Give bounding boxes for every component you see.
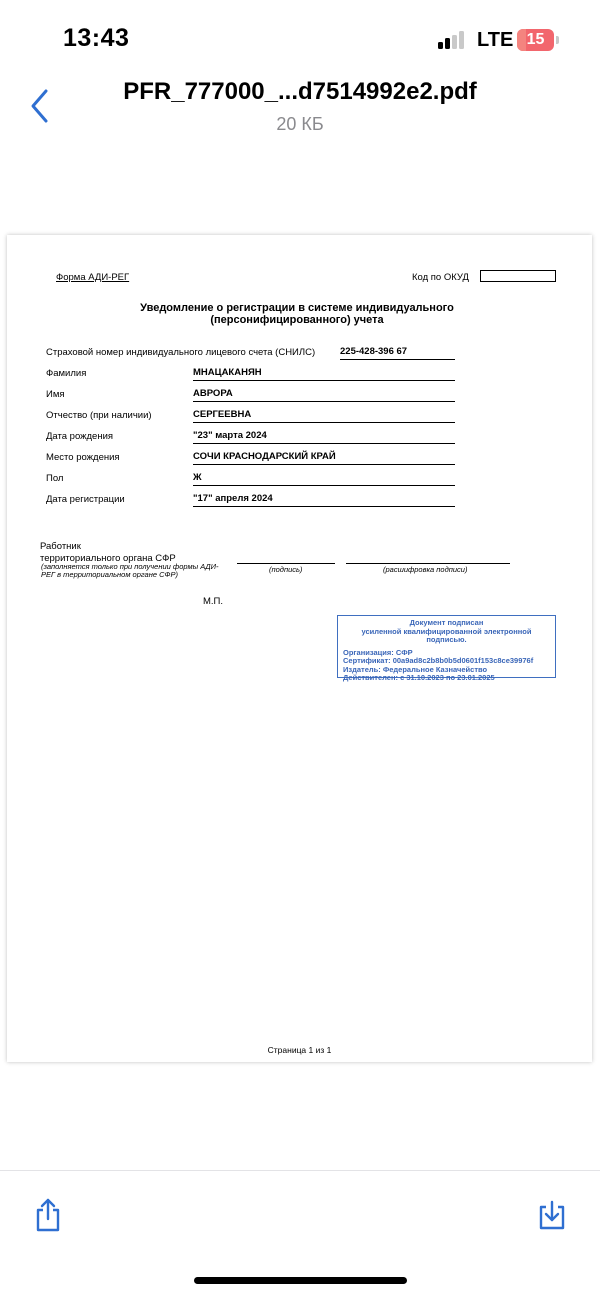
worker-note-line1: (заполняется только при получении формы АДИ- [41,562,219,571]
document-title-line1: Уведомление о регистрации в системе индивидуального [140,302,454,314]
pdf-page[interactable] [7,235,592,1062]
signature-caption: (подпись) [269,565,303,574]
okud-box [480,270,556,282]
okud-label: Код по ОКУД [412,272,469,283]
stamp-valid: Действителен: с 31.10.2023 по 23.01.2025 [343,673,495,682]
signature-decode-line [346,563,510,564]
form-name: Форма АДИ-РЕГ [56,272,130,283]
file-title: PFR_777000_...d7514992e2.pdf [123,78,477,105]
worker-note [41,563,218,579]
name-value: АВРОРА [193,388,455,402]
page-number: Страница 1 из 1 [267,1045,332,1055]
battery-tip [556,36,559,44]
home-indicator[interactable] [194,1277,407,1284]
patronymic-value: СЕРГЕЕВНА [193,409,455,423]
stamp-issuer: Издатель: Федеральное Казначейство [343,664,488,674]
battery-level: 15 [526,31,545,48]
patronymic-label: Отчество (при наличии) [46,410,152,421]
document-title-line2: (персонифицированного) учета [210,314,384,326]
sex-label: Пол [46,473,64,484]
signature-decode-caption: (расшифровка подписи) [383,565,468,574]
toolbar-divider [0,1170,600,1171]
birth-place-value: СОЧИ КРАСНОДАРСКИЙ КРАЙ [193,451,455,465]
download-icon[interactable] [536,1199,568,1231]
signature-line [237,563,335,564]
registration-date-label: Дата регистрации [46,494,125,505]
birth-date-value: "23" марта 2024 [193,430,455,444]
surname-value: МНАЦАКАНЯН [193,367,455,381]
e-signature-stamp [337,615,556,682]
registration-date-value: "17" апреля 2024 [193,493,455,507]
worker-note-line2: РЕГ в территориальном органе СФР) [41,570,178,579]
surname-label: Фамилия [46,368,87,379]
document-title [67,302,527,326]
stamp-header [338,619,555,645]
snils-value: 225-428-396 67 [340,346,455,360]
birth-place-label: Место рождения [46,452,120,463]
stamp-line2: усиленной квалифицированной электронной [361,626,532,636]
stamp-details [343,649,555,683]
worker-label-line1: Работник [40,541,81,552]
status-time: 13:43 [63,24,130,52]
birth-date-label: Дата рождения [46,431,114,442]
share-icon[interactable] [32,1197,64,1233]
cellular-signal-icon [438,31,468,49]
stamp-certificate: Сертификат: 00a9ad8c2b8b0b5d0601f153c8ce39976f [343,656,534,665]
stamp-line3: подписью. [426,635,467,644]
snils-label: Страховой номер индивидуального лицевого счета (СНИЛС) [46,347,316,358]
sex-value: Ж [193,472,455,486]
name-label: Имя [46,389,65,400]
stamp-org: Организация: СФР [343,647,413,657]
worker-label-line2: территориального органа СФР [40,553,176,564]
stamp-line1: Документ подписан [409,618,484,627]
file-size: 20 КБ [276,114,324,134]
seal-place: М.П. [203,596,224,607]
battery-icon [517,29,554,51]
network-type: LTE [477,29,514,51]
